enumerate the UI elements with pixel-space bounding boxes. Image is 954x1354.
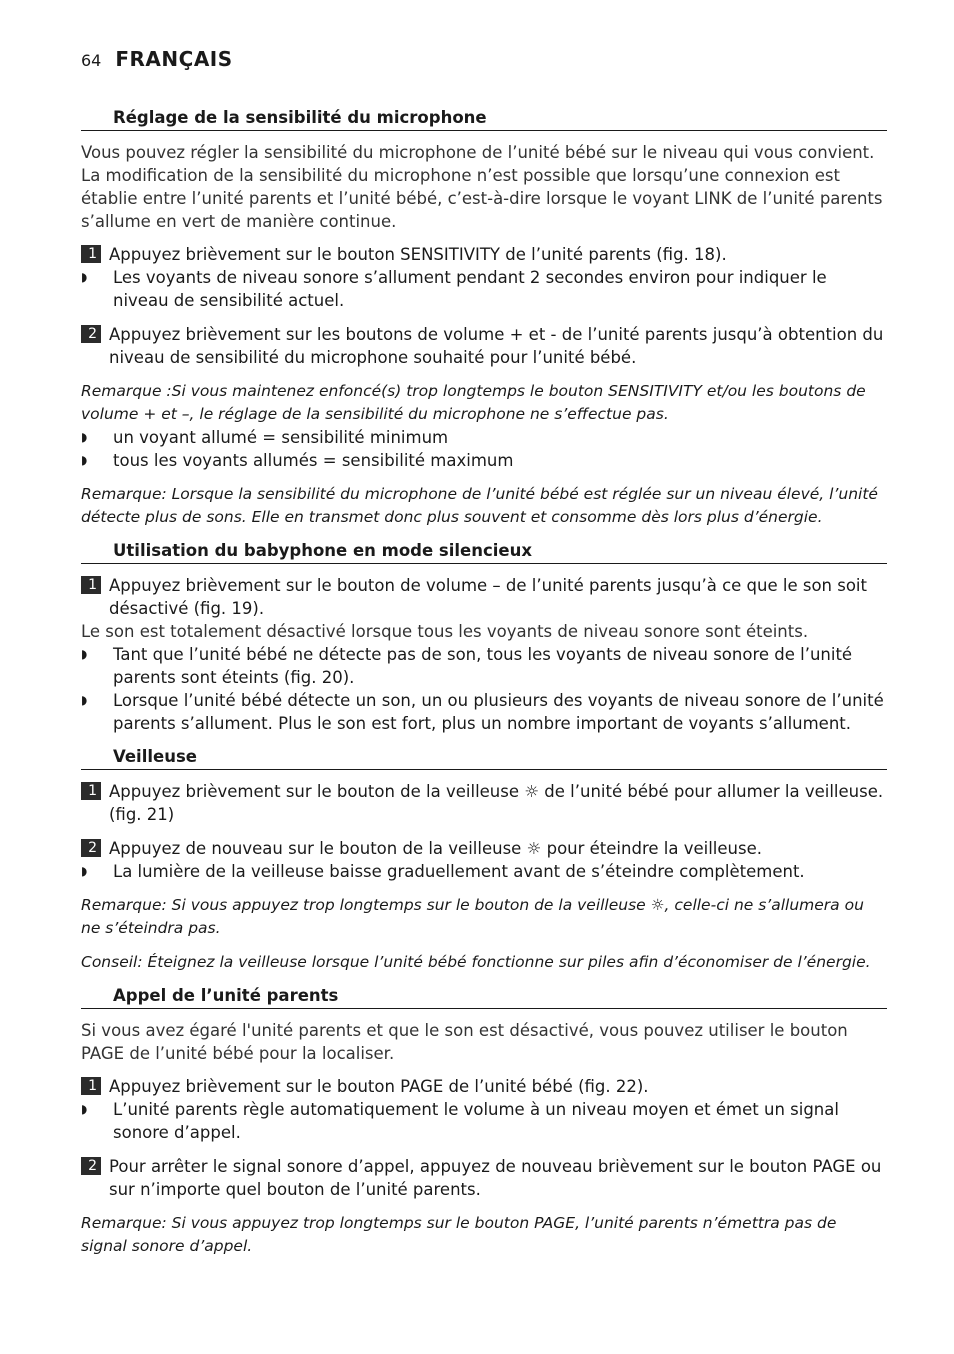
note-text: Remarque: Si vous appuyez trop longtemps sur le bouton PAGE, l’unité parents n’émettra pas de signal sonore d’appel. — [81, 1214, 837, 1255]
note-text: Remarque: Si vous appuyez trop longtemps sur le bouton de la veilleuse ☼, celle-ci ne s’allumera ou ne s’éteindra pas. — [81, 896, 864, 937]
bullet-marker-icon: ◗ — [81, 647, 88, 661]
bullet-marker-icon: ◗ — [81, 1102, 88, 1116]
step-number: 1 — [81, 245, 101, 263]
page-number: 64 — [81, 51, 102, 70]
bullet-marker-icon: ◗ — [81, 864, 88, 878]
step-number: 2 — [81, 1157, 101, 1175]
step-text: Appuyez brièvement sur les boutons de volume + et - de l’unité parents jusqu’à obtention du niveau de sensibilité du microphone souhaité pour l’unité bébé. — [109, 325, 884, 367]
section-intro: Si vous avez égaré l'unité parents et que le son est désactivé, vous pouvez utiliser le bouton PAGE de l’unité bébé pour la localiser. — [81, 1021, 848, 1063]
step-item — [81, 1155, 887, 1201]
bullet-item — [81, 1098, 887, 1144]
bullet-marker-icon: ◗ — [81, 693, 88, 707]
step-text: Pour arrêter le signal sonore d’appel, appuyez de nouveau brièvement sur le bouton PAGE ou sur n’importe quel bouton de l’unité parents. — [109, 1157, 882, 1199]
bullet-text: tous les voyants allumés = sensibilité maximum — [113, 451, 514, 470]
step-text: Appuyez brièvement sur le bouton SENSITIVITY de l’unité parents (fig. 18). — [109, 245, 727, 264]
bullet-item — [81, 643, 887, 689]
step-number: 2 — [81, 325, 101, 343]
section-heading-night-light: Veilleuse — [81, 745, 887, 770]
bullet-text: L’unité parents règle automatiquement le volume à un niveau moyen et émet un signal sonore d’appel. — [113, 1100, 839, 1142]
bullet-marker-icon: ◗ — [81, 430, 88, 444]
bullet-item — [81, 449, 887, 472]
page-content — [81, 106, 887, 1258]
step-number: 1 — [81, 782, 101, 800]
bullet-item — [81, 689, 887, 735]
section-heading-paging: Appel de l’unité parents — [81, 984, 887, 1009]
bullet-text: Lorsque l’unité bébé détecte un son, un ou plusieurs des voyants de niveau sonore de l’unité parents s’allument. Plus le son est fort, plus un nombre important de voyants s’allument. — [113, 691, 884, 733]
language-title: FRANÇAIS — [115, 47, 233, 71]
page-header — [81, 47, 233, 75]
step-item — [81, 837, 887, 860]
plain-text: Le son est totalement désactivé lorsque tous les voyants de niveau sonore sont éteints. — [81, 622, 809, 641]
step-text: Appuyez de nouveau sur le bouton de la veilleuse ☼ pour éteindre la veilleuse. — [109, 839, 762, 858]
step-item — [81, 1075, 887, 1098]
step-number: 2 — [81, 839, 101, 857]
step-text: Appuyez brièvement sur le bouton PAGE de l’unité bébé (fig. 22). — [109, 1077, 649, 1096]
section-heading-silent-mode: Utilisation du babyphone en mode silencieux — [81, 539, 887, 564]
bullet-text: Les voyants de niveau sonore s’allument pendant 2 secondes environ pour indiquer le niveau de sensibilité actuel. — [113, 268, 827, 310]
tip-text: Conseil: Éteignez la veilleuse lorsque l’unité bébé fonctionne sur piles afin d’économiser de l’énergie. — [81, 953, 871, 971]
step-text: Appuyez brièvement sur le bouton de volume – de l’unité parents jusqu’à ce que le son soit désactivé (fig. 19). — [109, 576, 867, 618]
step-item — [81, 323, 887, 369]
section-heading-sensitivity: Réglage de la sensibilité du microphone — [81, 106, 887, 131]
bullet-marker-icon: ◗ — [81, 270, 88, 284]
step-item — [81, 243, 887, 266]
step-text: Appuyez brièvement sur le bouton de la veilleuse ☼ de l’unité bébé pour allumer la veilleuse. (fig. 21) — [109, 782, 884, 824]
step-number: 1 — [81, 1077, 101, 1095]
step-item — [81, 780, 887, 826]
bullet-item — [81, 860, 887, 883]
section-intro: Vous pouvez régler la sensibilité du microphone de l’unité bébé sur le niveau qui vous convient. La modification de la sensibilité du microphone n’est possible que lorsqu’une connexion est établie entre l’unité parents et l’unité bébé, c’est-à-dire lorsque le voyant LINK de l’unité parents s’allume en vert de manière continue. — [81, 143, 883, 231]
bullet-item — [81, 266, 887, 312]
bullet-item — [81, 426, 887, 449]
step-item — [81, 574, 887, 620]
step-number: 1 — [81, 576, 101, 594]
note-text: Remarque :Si vous maintenez enfoncé(s) trop longtemps le bouton SENSITIVITY et/ou les boutons de volume + et –, le réglage de la sensibilité du microphone ne s’effectue pas. — [81, 382, 866, 423]
note-text: Remarque: Lorsque la sensibilité du microphone de l’unité bébé est réglée sur un niveau élevé, l’unité détecte plus de sons. Elle en transmet donc plus souvent et consomme dès lors plus d’énergie. — [81, 485, 878, 526]
bullet-text: La lumière de la veilleuse baisse graduellement avant de s’éteindre complètement. — [113, 862, 805, 881]
bullet-text: un voyant allumé = sensibilité minimum — [113, 428, 449, 447]
bullet-marker-icon: ◗ — [81, 453, 88, 467]
bullet-text: Tant que l’unité bébé ne détecte pas de son, tous les voyants de niveau sonore de l’unité parents sont éteints (fig. 20). — [113, 645, 853, 687]
